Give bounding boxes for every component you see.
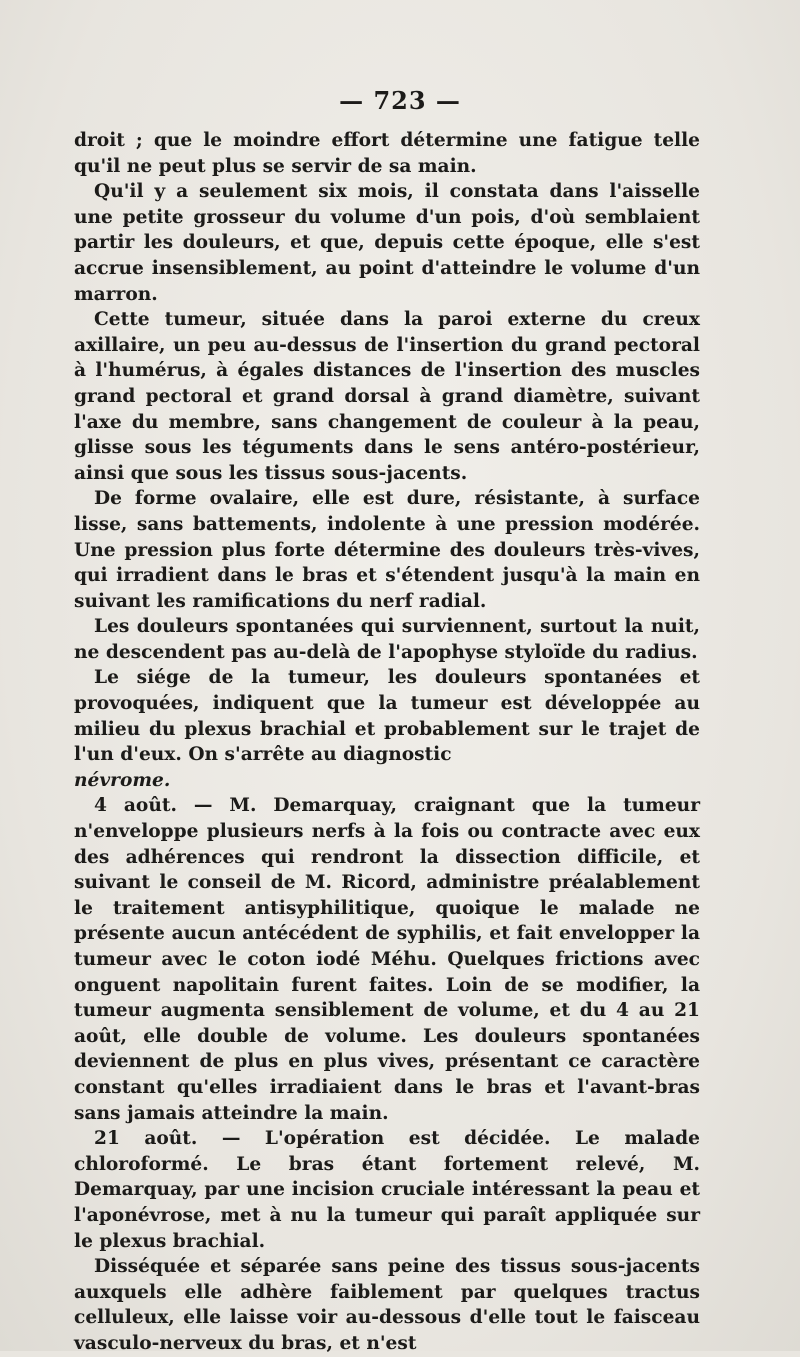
- paragraph-2: Qu'il y a seulement six mois, il constata dans l'aisselle une petite grosseur du volume d'un pois, d'où semblaient partir les douleurs, et que, depuis cette époque, elle s'est accrue insensiblement, au point d'atteindre le volume d'un marron.: [74, 181, 700, 305]
- diagnosis-term: névrome.: [74, 769, 171, 791]
- paragraph-8: 21 août. — L'opération est décidée. Le malade chloroformé. Le bras étant fortement relevé, M. Demarquay, par une incision cruciale intéressant la peau et l'aponévrose, met à nu la tumeur qui paraît appliquée sur le plexus brachial.: [74, 1128, 700, 1252]
- page-number: — 723 —: [339, 86, 461, 115]
- paragraph-4: De forme ovalaire, elle est dure, résistante, à surface lisse, sans battements, indolente à une pression modérée. Une pression plus forte détermine des douleurs très-vives, qui irradient dans le bras et s'étendent jusqu'à la main en suivant les ramifications du nerf radial.: [74, 488, 700, 612]
- paragraph-5: Les douleurs spontanées qui surviennent, surtout la nuit, ne descendent pas au-delà de l'apophyse styloïde du radius.: [74, 616, 700, 663]
- paragraph-1: droit ; que le moindre effort détermine une fatigue telle qu'il ne peut plus se servir de sa main.: [74, 130, 700, 177]
- paragraph-6: Le siége de la tumeur, les douleurs spontanées et provoquées, indiquent que la tumeur est développée au milieu du plexus brachial et probablement sur le trajet de l'un d'eux. On s'arrête au diagnostic: [74, 667, 700, 766]
- paragraph-3: Cette tumeur, située dans la paroi externe du creux axillaire, un peu au-dessus de l'insertion du grand pectoral à l'humérus, à égales distances de l'insertion des muscles grand pectoral et grand dorsal à grand diamètre, suivant l'axe du membre, sans changement de couleur à la peau, glisse sous les téguments dans le sens antéro-postérieur, ainsi que sous les tissus sous-jacents.: [74, 309, 700, 484]
- paragraph-7: 4 août. — M. Demarquay, craignant que la tumeur n'enveloppe plusieurs nerfs à la fois ou contracte avec eux des adhérences qui rendront la dissection difficile, et suivant le conseil de M. Ricord, administre préalablement le traitement antisyphilitique, quoique le malade ne présente aucun antécédent de syphilis, et fait envelopper la tumeur avec le coton iodé Méhu. Quelques frictions avec onguent napolitain furent faites. Loin de se modifier, la tumeur augmenta sensiblement de volume, et du 4 au 21 août, elle double de volume. Les douleurs spontanées deviennent de plus en plus vives, présentant ce caractère constant qu'elles irradiaient dans le bras et l'avant-bras sans jamais atteindre la main.: [74, 795, 700, 1124]
- paragraph-9: Disséquée et séparée sans peine des tissus sous-jacents auxquels elle adhère faiblement par quelques tractus celluleux, elle laisse voir au-dessous d'elle tout le faisceau vasculo-nerveux du bras, et n'est: [74, 1256, 700, 1354]
- diagnosis-line: [74, 768, 700, 794]
- body-text: [74, 128, 700, 1357]
